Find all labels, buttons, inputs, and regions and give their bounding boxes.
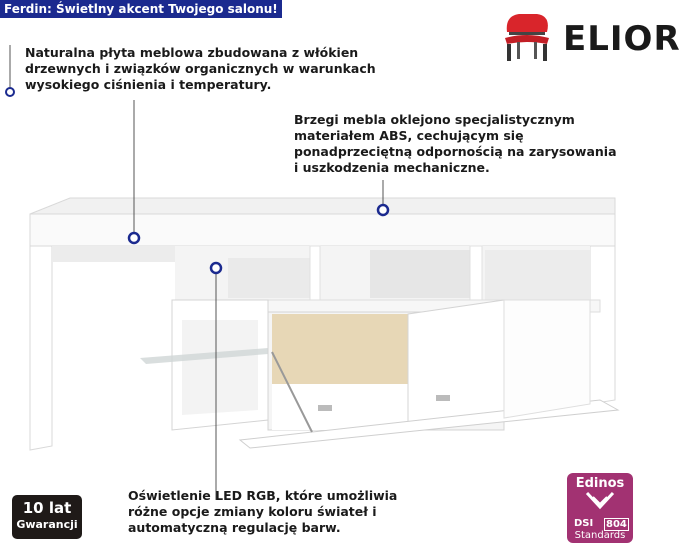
callout-edges-line: ponadprzeciętną odpornością na zarysowania <box>294 144 617 159</box>
callout-material-line: wysokiego ciśnienia i temperatury. <box>25 77 272 92</box>
edinos-dsi: DSI <box>574 518 594 529</box>
callout-edges-line: materiałem ABS, cechującym się <box>294 128 524 143</box>
warranty-badge <box>12 495 82 539</box>
callout-marker-dot <box>211 263 221 273</box>
edinos-standards: Standards <box>574 530 626 541</box>
callout-led-line: automatyczną regulację barw. <box>128 520 341 535</box>
edinos-number: 804 <box>606 519 627 530</box>
callout-marker-dot <box>6 88 14 96</box>
warranty-label: Gwarancji <box>16 518 78 531</box>
page-title: Ferdin: Świetlny akcent Twojego salonu! <box>0 0 282 18</box>
brand-logo-text: ELIOR <box>563 19 681 59</box>
edinos-badge <box>567 473 633 543</box>
callout-material-line: drzewnych i związków organicznych w warunkach <box>25 61 376 76</box>
callout-edges-line: Brzegi mebla oklejono specjalistycznym <box>294 112 575 127</box>
callout-marker-dot <box>129 233 139 243</box>
callout-material-line: Naturalna płyta meblowa zbudowana z włókien <box>25 45 359 60</box>
check-mark-icon <box>567 491 633 519</box>
warranty-years: 10 lat <box>22 499 72 517</box>
edinos-brand: Edinos <box>575 476 625 491</box>
callout-led-line: różne opcje zmiany koloru świateł i <box>128 504 377 519</box>
callout-led <box>128 488 397 536</box>
callout-marker-dot <box>378 205 388 215</box>
callout-led-line: Oświetlenie LED RGB, które umożliwia <box>128 488 398 503</box>
callout-edges-line: i uszkodzenia mechaniczne. <box>294 160 490 175</box>
